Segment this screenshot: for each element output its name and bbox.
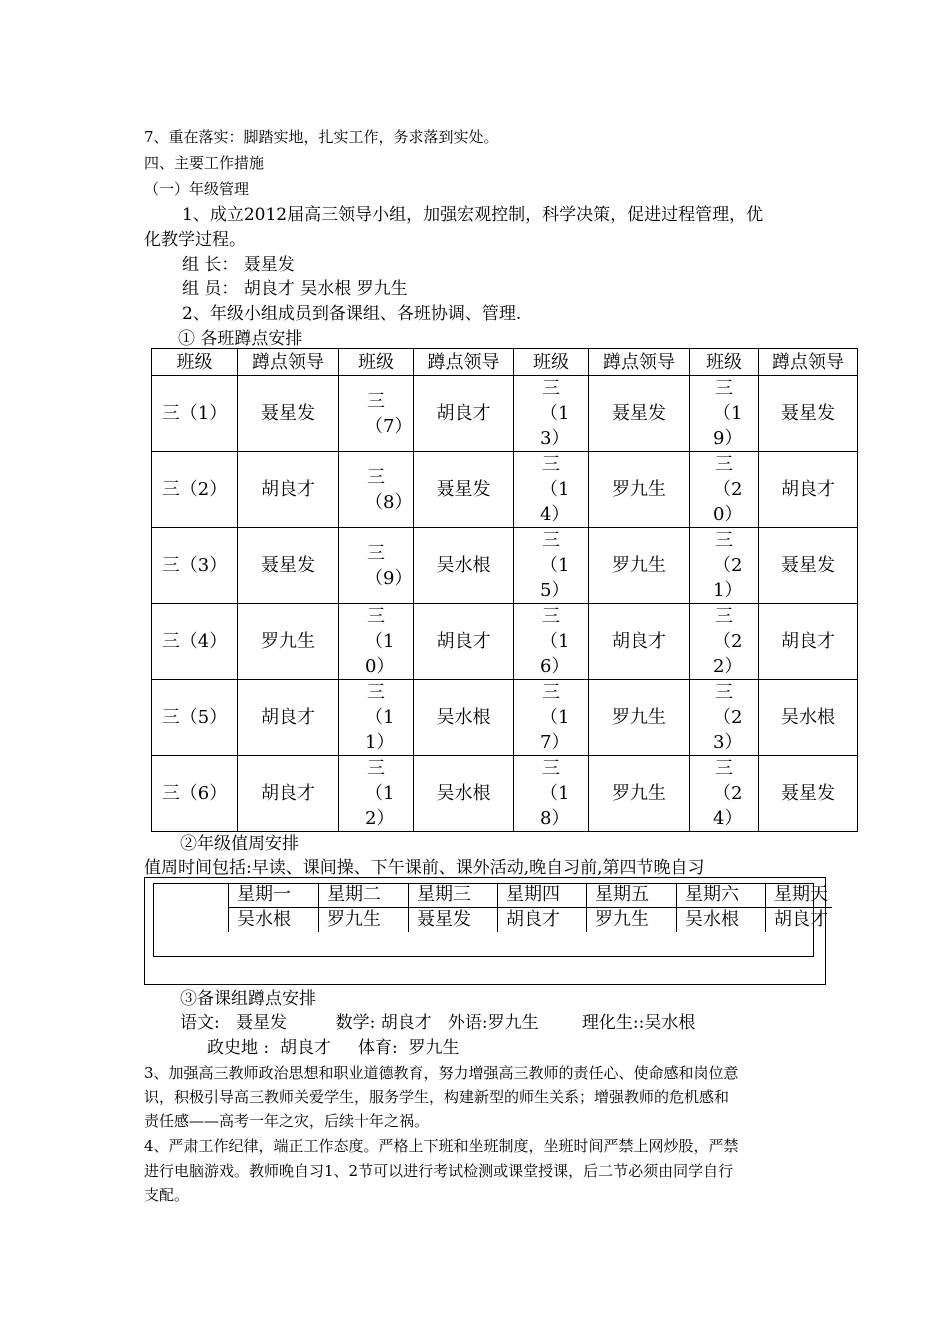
class-cell: 三（9） <box>339 528 414 604</box>
class-cell: 三（22） <box>690 604 759 680</box>
paragraph-7: 7、重在落实：脚踏实地，扎实工作，务求落到实处。 <box>144 128 499 146</box>
class-cell: 三（7） <box>339 376 414 452</box>
paragraph-3-line-3: 责任感——高考一年之灾，后续十年之祸。 <box>144 1112 430 1130</box>
header-cell: 班级 <box>690 349 759 376</box>
item-2-line: 2、年级小组成员到备课组、各班协调、管理. <box>182 304 522 324</box>
leader-cell: 胡良才 <box>759 452 858 528</box>
header-cell: 班级 <box>339 349 414 376</box>
table-row <box>152 452 858 528</box>
class-cell: 三（3） <box>152 528 238 604</box>
leader-cell: 聂星发 <box>589 376 690 452</box>
class-cell: 三（21） <box>690 528 759 604</box>
leader-cell: 胡良才 <box>238 756 339 832</box>
header-cell: 蹲点领导 <box>414 349 514 376</box>
weekday-cell: 星期天 <box>766 883 832 908</box>
weekday-cell: 星期四 <box>498 883 587 908</box>
leader-cell: 吴水根 <box>414 528 514 604</box>
weekday-row <box>229 883 832 908</box>
leader-cell: 聂星发 <box>238 376 339 452</box>
duty-name-cell: 聂星发 <box>409 908 498 933</box>
class-cell: 三（6） <box>152 756 238 832</box>
class-cell: 三（16） <box>514 604 589 680</box>
group-leader-line: 组 长： 聂星发 <box>182 255 295 275</box>
class-cell: 三（17） <box>514 680 589 756</box>
leader-cell: 胡良才 <box>759 604 858 680</box>
leader-cell: 胡良才 <box>238 452 339 528</box>
header-cell: 蹲点领导 <box>589 349 690 376</box>
weekly-duty-table <box>228 883 832 932</box>
leader-cell: 胡良才 <box>414 604 514 680</box>
duty-name-cell: 胡良才 <box>498 908 587 933</box>
prep-group-line-1: 语文: 聂星发 数学: 胡良才 外语:罗九生 理化生::吴水根 <box>180 1013 696 1033</box>
weekly-duty-heading: ②年级值周安排 <box>180 834 299 854</box>
header-cell: 蹲点领导 <box>238 349 339 376</box>
weekday-cell: 星期五 <box>587 883 677 908</box>
item-1-line-2: 化教学过程。 <box>144 230 246 250</box>
table-row <box>152 680 858 756</box>
weekday-cell: 星期一 <box>229 883 319 908</box>
leader-cell: 罗九生 <box>238 604 339 680</box>
leader-cell: 胡良才 <box>414 376 514 452</box>
leader-cell: 胡良才 <box>238 680 339 756</box>
prep-group-line-2: 政史地 : 胡良才 体育: 罗九生 <box>207 1038 460 1058</box>
class-cell: 三（2） <box>152 452 238 528</box>
leader-cell: 吴水根 <box>414 756 514 832</box>
weekday-cell: 星期二 <box>319 883 409 908</box>
leader-cell: 罗九生 <box>589 756 690 832</box>
paragraph-3-line-2: 识，积极引导高三教师关爱学生，服务学生，构建新型的师生关系；增强教师的危机感和 <box>144 1088 730 1106</box>
class-cell: 三（24） <box>690 756 759 832</box>
leader-cell: 聂星发 <box>759 376 858 452</box>
class-cell: 三（20） <box>690 452 759 528</box>
class-cell: 三（19） <box>690 376 759 452</box>
class-cell: 三（10） <box>339 604 414 680</box>
section-heading-4: 四、主要工作措施 <box>144 154 265 172</box>
class-cell: 三（5） <box>152 680 238 756</box>
duty-name-cell: 胡良才 <box>766 908 832 933</box>
table-row <box>152 376 858 452</box>
leader-cell: 罗九生 <box>589 452 690 528</box>
paragraph-3-line-1: 3、加强高三教师政治思想和职业道德教育，努力增强高三教师的责任心、使命感和岗位意 <box>144 1064 739 1082</box>
leader-cell: 聂星发 <box>238 528 339 604</box>
table-row <box>152 604 858 680</box>
weekday-cell: 星期三 <box>409 883 498 908</box>
class-cell: 三（15） <box>514 528 589 604</box>
duty-name-cell: 罗九生 <box>319 908 409 933</box>
class-cell: 三（4） <box>152 604 238 680</box>
class-duty-table <box>151 348 858 832</box>
weekly-duty-description: 值周时间包括:早读、课间操、下午课前、课外活动,晚自习前,第四节晚自习 <box>144 858 705 878</box>
paragraph-4-line-1: 4、严肃工作纪律，端正工作态度。严格上下班和坐班制度，坐班时间严禁上网炒股，严禁 <box>144 1137 739 1155</box>
duty-name-cell: 吴水根 <box>229 908 319 933</box>
duty-table-heading: ① 各班蹲点安排 <box>178 329 303 349</box>
group-members-line: 组 员： 胡良才 吴水根 罗九生 <box>182 279 408 299</box>
leader-cell: 胡良才 <box>589 604 690 680</box>
paragraph-4-line-2: 进行电脑游戏。教师晚自习1、2节可以进行考试检测或课堂授课，后二节必须由同学自行 <box>144 1162 734 1180</box>
header-cell: 班级 <box>514 349 589 376</box>
leader-cell: 吴水根 <box>414 680 514 756</box>
duty-name-row <box>229 908 832 933</box>
leader-cell: 聂星发 <box>759 528 858 604</box>
header-cell: 蹲点领导 <box>759 349 858 376</box>
item-1-line-1: 1、成立2012届高三领导小组，加强宏观控制，科学决策，促进过程管理，优 <box>182 205 764 225</box>
class-cell: 三（1） <box>152 376 238 452</box>
header-cell: 班级 <box>152 349 238 376</box>
class-cell: 三（11） <box>339 680 414 756</box>
table-row <box>152 756 858 832</box>
class-cell: 三（23） <box>690 680 759 756</box>
table-row <box>152 528 858 604</box>
leader-cell: 聂星发 <box>759 756 858 832</box>
leader-cell: 吴水根 <box>759 680 858 756</box>
weekday-cell: 星期六 <box>677 883 766 908</box>
duty-name-cell: 罗九生 <box>587 908 677 933</box>
class-cell: 三（8） <box>339 452 414 528</box>
leader-cell: 罗九生 <box>589 528 690 604</box>
leader-cell: 罗九生 <box>589 680 690 756</box>
leader-cell: 聂星发 <box>414 452 514 528</box>
class-cell: 三（12） <box>339 756 414 832</box>
class-cell: 三（14） <box>514 452 589 528</box>
class-cell: 三（13） <box>514 376 589 452</box>
duty-name-cell: 吴水根 <box>677 908 766 933</box>
table-header-row <box>152 349 858 376</box>
class-cell: 三（18） <box>514 756 589 832</box>
subsection-heading-1: （一）年级管理 <box>144 180 250 198</box>
paragraph-4-line-3: 支配。 <box>144 1186 190 1204</box>
prep-group-heading: ③备课组蹲点安排 <box>180 989 316 1009</box>
